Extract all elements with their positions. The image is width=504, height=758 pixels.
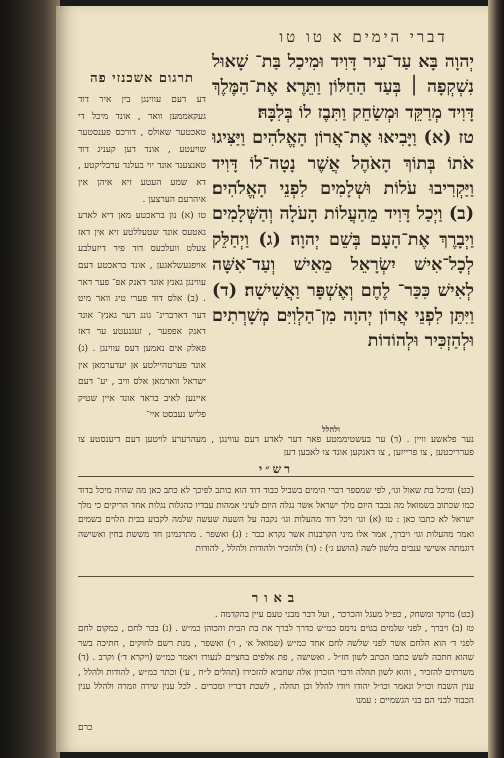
translation-header: תרגום אשכנזי פה: [90, 71, 194, 86]
main-text-paragraph: טז (א) וַיָּבִיאוּ אֶת־אֲרוֹן הָאֱלֹהִים וַיַּצִּיגוּ אֹתוֹ בְּתוֹךְ הָאֹהֶל אֲשֶׁר נָטָה־לוֹ דָּוִיד וַיַּקְרִיבוּ עֹלוֹת וּשְׁלָמִים לִפְנֵי הָאֱלֹהִים׃ (ב) וַיְכַל דָּוִיד מֵהַעֲלוֹת הָעֹלָה וְהַשְּׁלָמִים וַיְבָרֶךְ אֶת־הָעָם בְּשֵׁם יְהוָה׃ (ג) וַיְחַלֵּק לְכָל־אִישׁ יִשְׂרָאֵל מֵאִישׁ וְעַד־אִשָּׁה לְאִישׁ כִּכַּר־ לֶחֶם וְאֶשְׁפָּר וַאֲשִׁישָׁה׃ (ד) וַיִּתֵּן לִפְנֵי אֲרוֹן יְהוָה מִן־הַלְוִיִּם מְשָׁרְתִים וּלְהַזְכִּיר וּלְהוֹדוֹת: [212, 128, 474, 352]
beur-paragraph: טז (ב) ויברך , לפני שלמים בגוים נרמס כמ״ש כדרך לברך את בת הבית והכוהן כמ״ש . (ג) בכר לחם , במקום לחם לפני ד׳ הוא הלחם אשר לפני שלשה לחם אחד כמ״ש (שמואל א׳ , ו׳) ואשפר , מנת רשם לחוקים , חתיכה בשר שהוא חתכה לשש כתבו הכתב לשון חז״ל . ואשישה , פת אלפים בחציים לנעורו ויאמר כמ״ש (ויקרא ד׳) וקרב . (ד) משרתים להזכיר , והוא לשון תהלה ורבוי הזכרון אלה שחביא להזכירו (תהלים ל״ח , ע׳) וכתר כמ״ש , להודות ולהלל , ענין השבח וכו״ל ונאמר וכו״ל יהודו ויודו להלל וכן תהלה , לשכת דבריו ומכרים . לכל ענין שירה וזמרה ולהלל ענין הכבוד לבני הם בני הגשמיים : עמנו: [78, 624, 474, 707]
main-scripture-text: [212, 50, 474, 420]
translation-column: [78, 92, 206, 432]
main-text-paragraph: יְהוָה בָּא עַד־עִיר דָּוִיד וּמִיכַל בַּת־ שָׁאוּל נִשְׁקְפָה ׀ בְּעַד הַחַלּוֹן וַתֵּרֶא אֶת־הַמֶּלֶךְ דָּוִיד מְרַקֵּד וּמְשַׂחֵק וַתִּבֶז לוֹ בְּלִבָּהּ׃: [212, 52, 474, 123]
divider: [78, 476, 474, 477]
beur-paragraph: (כט) מרקד ומשחק , כפ״ל מעגל והכרכר , ועל דבר מבני טעם עיין בהקדמה .: [214, 610, 474, 620]
running-header: דברי הימים א טו טו: [279, 28, 448, 46]
rashi-commentary: [78, 484, 474, 572]
book-binding-shadow: [0, 0, 60, 758]
catchword: ולהלל: [322, 424, 340, 434]
translation-continuation: נער פלאשע וויין . (ד) ער בעשטיממטע פאר דער לאדע דעם עווינגן , מעהרערע לויטען דעם דיענסטע צו פערריכטען , צו פרייזען , צו דאנקען אונד צו לאבען דען: [78, 435, 474, 458]
translation-paragraph: דע דעם עווינגן בין איר דוד געקאממען וואר , אונד מיכל די טאכטער שאולס , דורכס פענסטער שויעטע , אונד דען קעניג דוד טאנצענד אונד יוי בעלנד ערבליקטע , דא שמע העטע זיא איהן אין איהרעם הערצען .: [78, 95, 206, 205]
footer-signature: כרם: [78, 723, 93, 733]
beur-title: באור: [251, 591, 301, 606]
beur-commentary: [78, 608, 474, 720]
divider: [78, 576, 474, 577]
rashi-paragraph: (כט) ומיכל בת שאול וגו׳, לפי שמספר דברי הימים בשביל כבוד דוד הוא כותב לפיכך לא כתב כאן מה שהיה מיכל בדוד כמו שכתוב בשמואל מה נכבד היום מלך ישראל אשר נגלה היום לעיני אמהות עבדיו כהגלות נגלות אחד הריקים כי מלך ישראל לא כתבו כאן : טז (א) וגו׳ ויכל דוד מהעלות וגו׳ נקבה על השעה שעשה שלמה לקבוע בבית הלוים בשמים ואמר מהעלות וגו׳ ויברך, אמר אלו מיני הקרבנות אשר נקרא כבר : (ג) ואשפר . מתרגמינן חד מששת בחין ואשישה דוגמתה אשישי ענבים בלשון לשה (הושע ג׳) : (ד) ולהזכיר ולהודות ולהלל , להודות: [78, 486, 474, 555]
page-edge-right: [488, 0, 504, 758]
book-page: [56, 6, 488, 752]
rashi-title: רש״י: [258, 462, 294, 476]
translation-paragraph: טז (א) נון בראכטע מאן דיא לאדע גאטעס אונד שטעללטע זיא אין דאז צעלט וועלכעס דוד פיר דיזעלבע אויפגעשלאגען , אונד בראכטע דעם עווינגן גאנץ אונד דאנק אפ־ פער דאר . (ב) אלס דוד פערי טיג וואר מיט דער דארברינ־ גונג דער גאנץ־ אונד דאנק אפפער , זעגנעטע ער דאז פאלק אים נאמען דעס עווינגן . (ג) אונד פערטהיילטע אן יעדערמאן אין ישראל ווארמאן אלס וויב , יע־ דעם איינען לאיב בראד אונד איין שטיק פליש נעבסט איי־: [78, 211, 206, 421]
